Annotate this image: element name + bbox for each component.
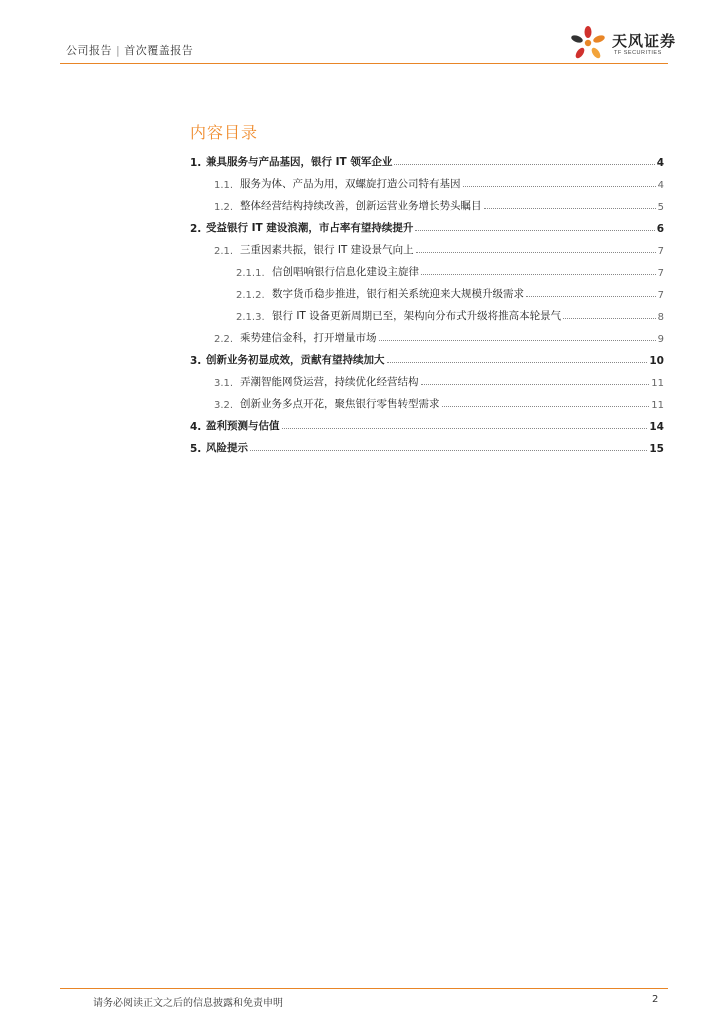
toc-entry-title: 创新业务多点开花，聚焦银行零售转型需求 xyxy=(240,398,440,410)
company-logo xyxy=(568,24,678,62)
toc-leader-dots xyxy=(484,207,656,209)
toc-entry-title: 银行 IT 设备更新周期已至，架构向分布式升级将推高本轮景气 xyxy=(272,310,562,322)
toc-entry-title: 盈利预测与估值 xyxy=(206,420,280,432)
logo-subtitle: TF SECURITIES xyxy=(614,50,662,56)
header-breadcrumb xyxy=(66,42,193,58)
toc-entry-number: 3. xyxy=(190,355,202,367)
toc-leader-dots xyxy=(416,251,656,253)
footer-divider xyxy=(60,988,668,989)
toc-entry[interactable] xyxy=(190,389,664,411)
toc-leader-dots xyxy=(442,405,650,407)
toc-entry-number: 3.2. xyxy=(214,400,234,411)
toc-entry-number: 2.1. xyxy=(214,246,234,257)
toc-entry-page: 4 xyxy=(657,180,664,191)
toc-entry-number: 5. xyxy=(190,443,202,455)
toc-entry-number: 2.1.1. xyxy=(236,268,265,279)
toc-entry[interactable] xyxy=(190,191,664,213)
toc-entry[interactable] xyxy=(190,345,664,367)
header-separator: | xyxy=(116,44,121,57)
toc-leader-dots xyxy=(421,383,650,385)
toc-leader-dots xyxy=(526,295,656,297)
table-of-contents xyxy=(190,147,664,455)
toc-entry-number: 1. xyxy=(190,157,202,169)
toc-leader-dots xyxy=(387,361,648,363)
toc-entry-title: 创新业务初显成效，贡献有望持续加大 xyxy=(206,354,385,366)
toc-entry[interactable] xyxy=(190,367,664,389)
toc-leader-dots xyxy=(250,449,647,451)
toc-entry-page: 10 xyxy=(649,355,664,367)
toc-entry-number: 1.1. xyxy=(214,180,234,191)
toc-entry[interactable] xyxy=(190,433,664,455)
toc-entry-title: 受益银行 IT 建设浪潮，市占率有望持续提升 xyxy=(206,222,414,234)
report-type: 公司报告 xyxy=(66,44,112,57)
logo-name: 天风证券 xyxy=(612,32,677,50)
page-number: 2 xyxy=(652,994,659,1005)
toc-entry-title: 风险提示 xyxy=(206,442,248,454)
toc-entry[interactable] xyxy=(190,279,664,301)
header-divider xyxy=(60,63,668,64)
report-subtype: 首次覆盖报告 xyxy=(124,44,194,57)
toc-leader-dots xyxy=(415,229,654,231)
toc-entry-page: 14 xyxy=(649,421,664,433)
toc-entry-title: 数字货币稳步推进，银行相关系统迎来大规模升级需求 xyxy=(272,288,524,300)
toc-entry-number: 2.1.3. xyxy=(236,312,265,323)
toc-entry-number: 4. xyxy=(190,421,202,433)
toc-entry[interactable] xyxy=(190,147,664,169)
toc-title: 内容目录 xyxy=(190,123,259,142)
toc-entry-title: 服务为体、产品为用，双螺旋打造公司特有基因 xyxy=(240,178,461,190)
toc-entry-page: 11 xyxy=(651,378,664,389)
toc-entry[interactable] xyxy=(190,169,664,191)
toc-entry-page: 7 xyxy=(657,246,664,257)
toc-leader-dots xyxy=(394,163,654,165)
toc-entry-title: 乘势建信金科，打开增量市场 xyxy=(240,332,377,344)
toc-entry-number: 1.2. xyxy=(214,202,234,213)
toc-entry-title: 三重因素共振，银行 IT 建设景气向上 xyxy=(240,244,414,256)
toc-leader-dots xyxy=(282,427,648,429)
toc-entry-page: 11 xyxy=(651,400,664,411)
toc-entry-number: 3.1. xyxy=(214,378,234,389)
toc-entry-title: 信创唱响银行信息化建设主旋律 xyxy=(272,266,419,278)
toc-entry-number: 2.1.2. xyxy=(236,290,265,301)
footer-disclaimer: 请务必阅读正文之后的信息披露和免责申明 xyxy=(93,998,283,1009)
toc-entry[interactable] xyxy=(190,235,664,257)
toc-leader-dots xyxy=(421,273,656,275)
toc-leader-dots xyxy=(379,339,656,341)
toc-entry-number: 2. xyxy=(190,223,202,235)
logo-flower-icon xyxy=(568,24,608,62)
toc-entry[interactable] xyxy=(190,301,664,323)
toc-leader-dots xyxy=(463,185,656,187)
toc-entry-page: 4 xyxy=(656,157,664,169)
toc-entry[interactable] xyxy=(190,411,664,433)
toc-entry-page: 8 xyxy=(657,312,664,323)
toc-entry[interactable] xyxy=(190,257,664,279)
toc-entry-page: 9 xyxy=(657,334,664,345)
toc-entry-page: 6 xyxy=(656,223,664,235)
toc-entry-page: 15 xyxy=(649,443,664,455)
toc-entry[interactable] xyxy=(190,213,664,235)
toc-entry-title: 整体经营结构持续改善，创新运营业务增长势头瞩目 xyxy=(240,200,482,212)
toc-entry-page: 7 xyxy=(657,268,664,279)
toc-leader-dots xyxy=(563,317,655,319)
toc-entry-page: 7 xyxy=(657,290,664,301)
toc-entry-number: 2.2. xyxy=(214,334,234,345)
toc-entry-title: 弄潮智能网贷运营，持续优化经营结构 xyxy=(240,376,419,388)
toc-entry[interactable] xyxy=(190,323,664,345)
toc-entry-page: 5 xyxy=(657,202,664,213)
toc-entry-title: 兼具服务与产品基因，银行 IT 领军企业 xyxy=(206,156,393,168)
